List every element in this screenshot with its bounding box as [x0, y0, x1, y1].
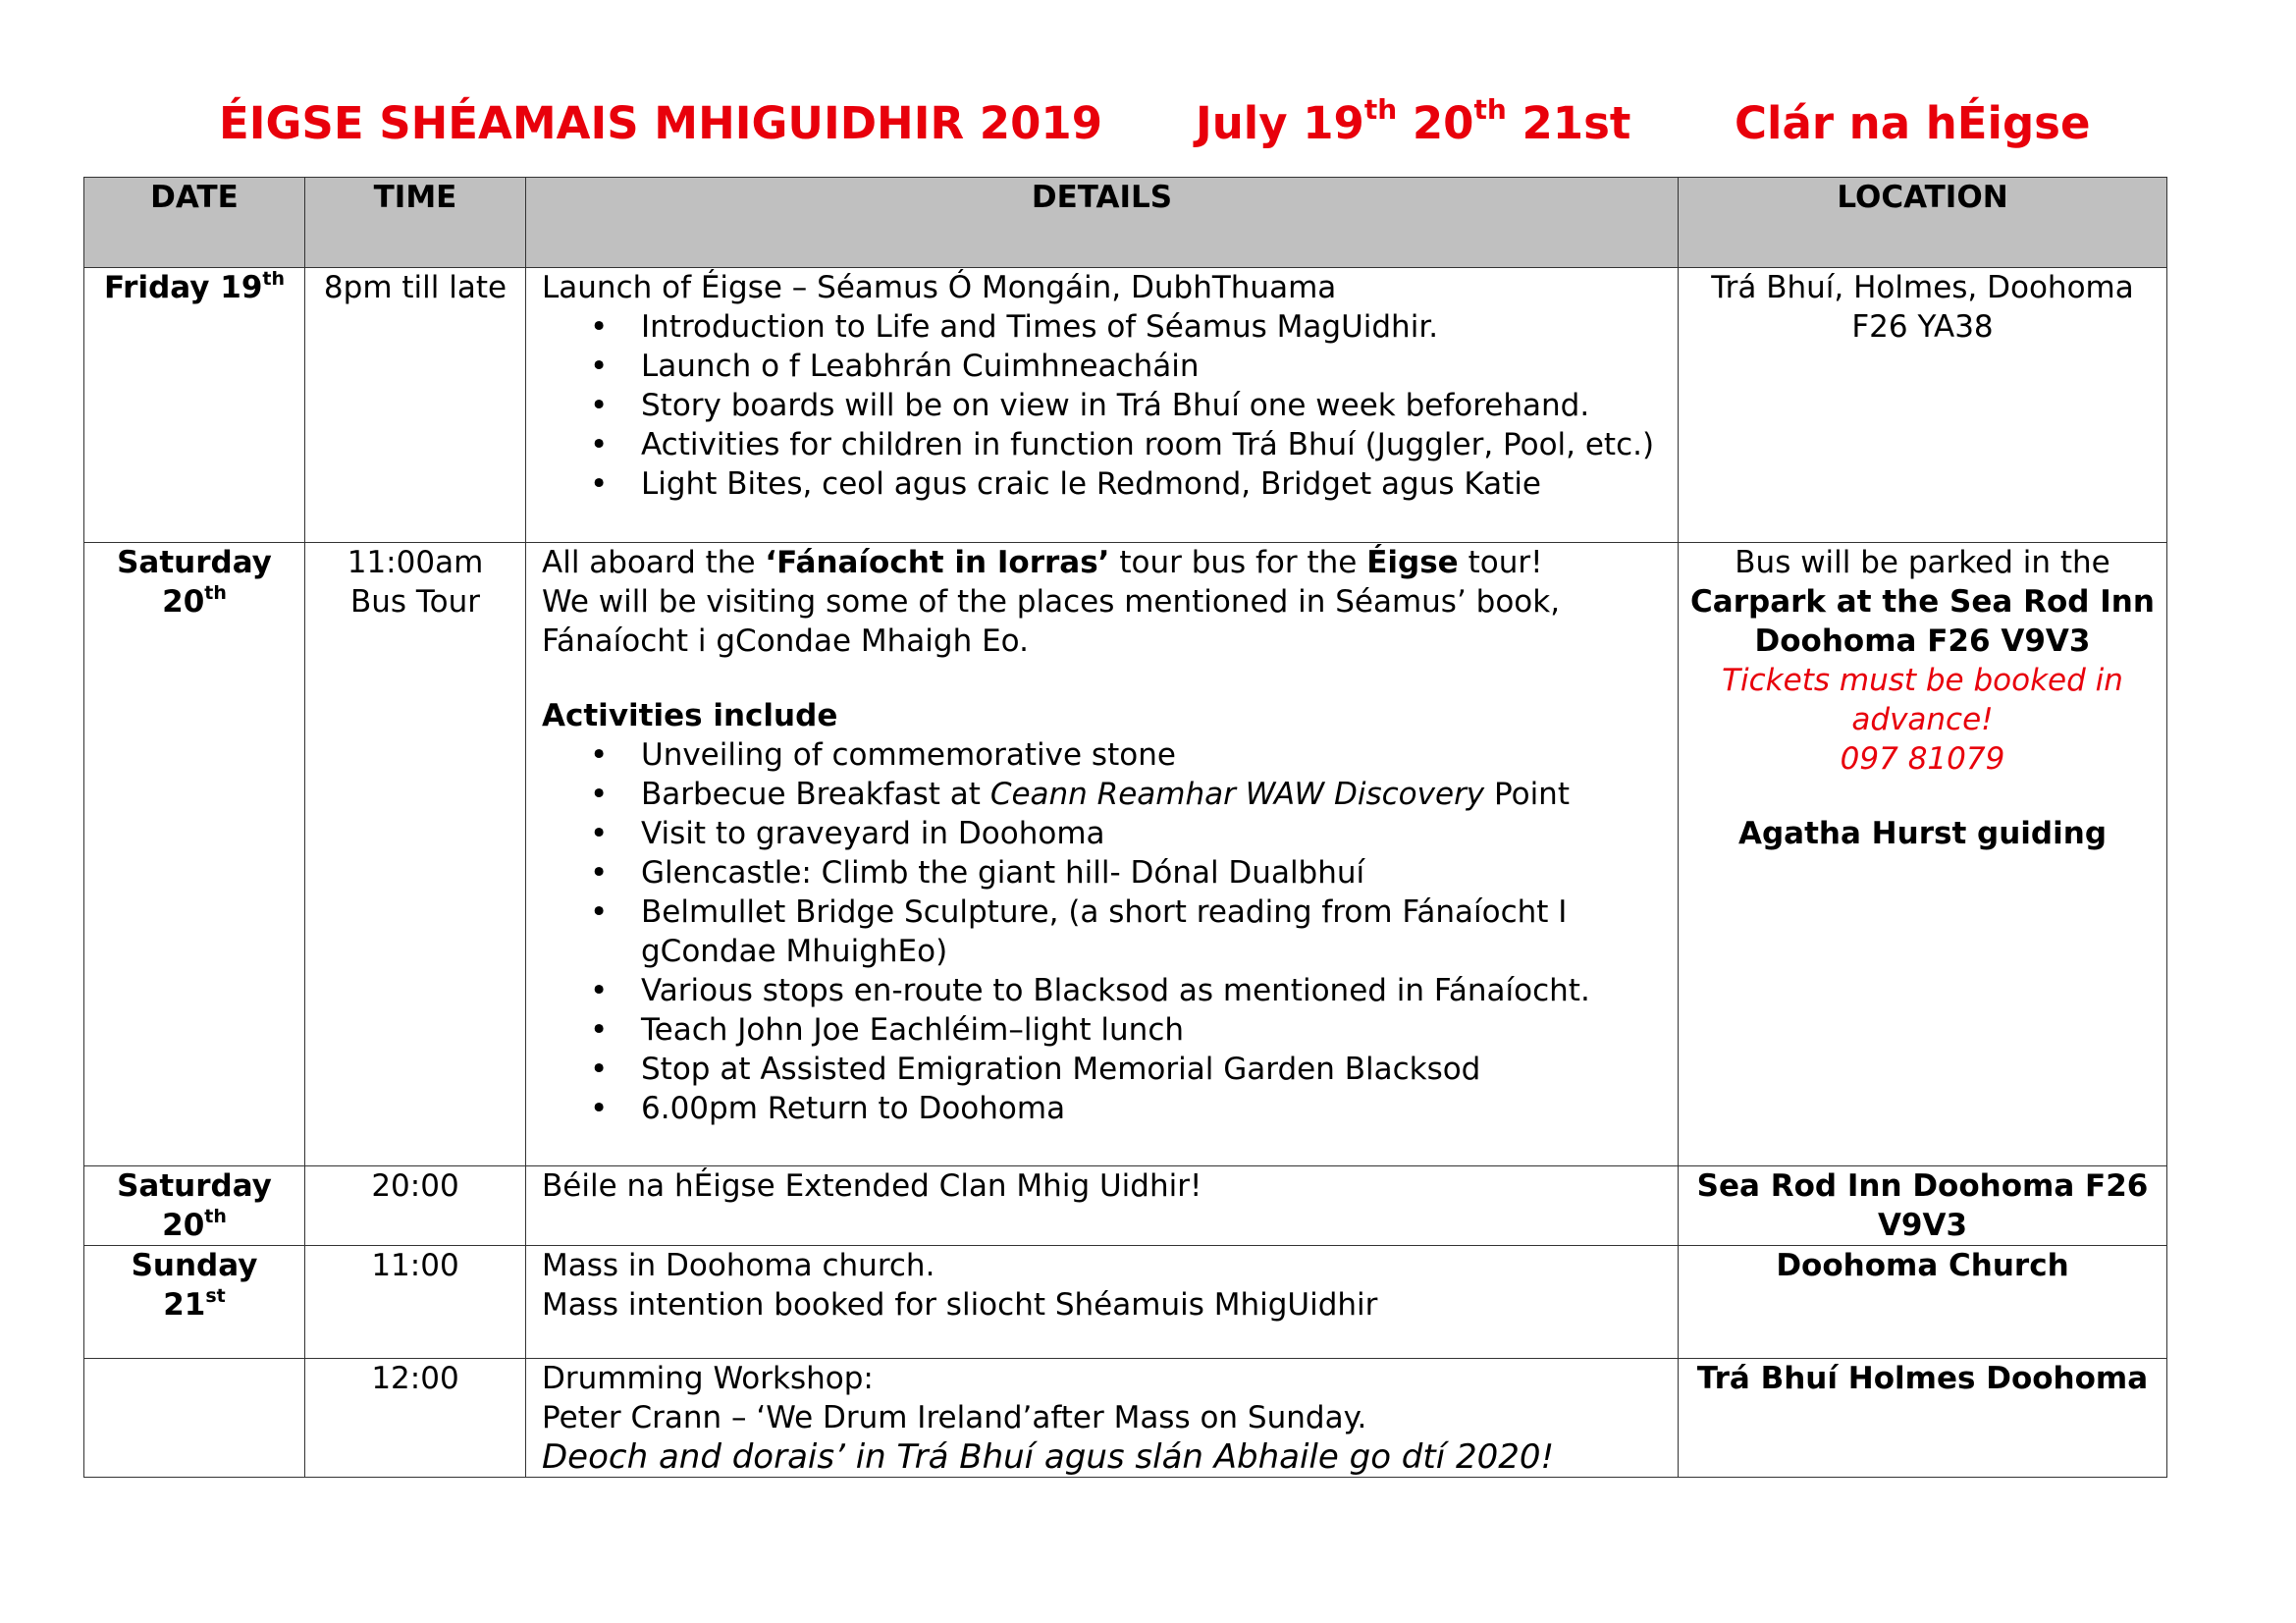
row-time: 20:00 [305, 1166, 526, 1246]
list-item: • Unveiling of commemorative stone [641, 735, 1668, 775]
list-item: • Various stops en-route to Blacksod as mentioned in Fánaíocht. [641, 971, 1668, 1010]
header-date: DATE [84, 178, 305, 268]
date-day: Saturday [117, 545, 272, 580]
row-date [84, 1246, 305, 1359]
row-time: 12:00 [305, 1359, 526, 1478]
details-list [542, 735, 1668, 1128]
table-header-row [84, 178, 2167, 268]
list-item: • Stop at Assisted Emigration Memorial Garden Blacksod [641, 1050, 1668, 1089]
row-details: Béile na hÉigse Extended Clan Mhig Uidhir! [526, 1166, 1679, 1246]
date-third: 21st [1522, 97, 1631, 149]
row-date [84, 543, 305, 1166]
details-intro: Launch of Éigse – Séamus Ó Mongáin, DubhThuama [542, 270, 1337, 305]
row-date [84, 1166, 305, 1246]
location-line: Bus will be parked in the [1735, 545, 2110, 580]
details-line: Mass intention booked for sliocht Shéamuis MhigUidhir [542, 1287, 1378, 1323]
event-title: ÉIGSE SHÉAMAIS MHIGUIDHIR 2019 [219, 97, 1103, 149]
date-day: Sunday [131, 1248, 258, 1283]
list-item: • 6.00pm Return to Doohoma [641, 1089, 1668, 1128]
row-time: 8pm till late [305, 268, 526, 543]
date-first-suffix: th [1363, 93, 1398, 126]
row-date [84, 268, 305, 543]
list-item: • Launch o f Leabhrán Cuimhneacháin [641, 347, 1668, 386]
location-eircode: F26 YA38 [1851, 309, 1994, 345]
details-line: Mass in Doohoma church. [542, 1248, 935, 1283]
date-suffix: st [205, 1285, 226, 1307]
list-item: • Barbecue Breakfast at Ceann Reamhar WAW Discovery Point [641, 775, 1668, 814]
date-second-suffix: th [1473, 93, 1507, 126]
table-row [84, 1166, 2167, 1246]
activities-heading: Activities include [542, 698, 838, 733]
date-first: July 19 [1196, 97, 1364, 149]
row-location: Sea Rod Inn Doohoma F26 V9V3 [1679, 1166, 2167, 1246]
schedule-table [83, 177, 2167, 1478]
list-item: • Activities for children in function room Trá Bhuí (Juggler, Pool, etc.) [641, 425, 1668, 464]
details-intro: All aboard the ‘Fánaíocht in Iorras’ tour bus for the Éigse tour! [542, 545, 1543, 580]
page-title [0, 94, 2296, 153]
list-item: • Glencastle: Climb the giant hill- Dónal Dualbhuí [641, 853, 1668, 893]
location-venue: Carpark at the Sea Rod Inn Doohoma F26 V9V3 [1690, 584, 2155, 659]
date-second: 20 [1412, 97, 1474, 149]
list-item: • Visit to graveyard in Doohoma [641, 814, 1668, 853]
table-row [84, 1359, 2167, 1478]
row-details [526, 543, 1679, 1166]
date-suffix: th [262, 268, 285, 290]
location-line: Trá Bhuí, Holmes, Doohoma [1711, 270, 2134, 305]
programme-title: Clár na hÉigse [1735, 97, 2091, 149]
table-row [84, 1246, 2167, 1359]
date-suffix: th [204, 1206, 227, 1227]
time-label: Bus Tour [350, 584, 480, 620]
header-time: TIME [305, 178, 526, 268]
event-dates [1196, 94, 1630, 153]
row-date [84, 1359, 305, 1478]
date-number: 20 [162, 584, 205, 620]
row-location [1679, 268, 2167, 543]
details-line: Drumming Workshop: [542, 1361, 874, 1396]
list-item: • Story boards will be on view in Trá Bhuí one week beforehand. [641, 386, 1668, 425]
details-list [542, 307, 1668, 504]
tickets-notice: Tickets must be booked in advance! [1722, 663, 2123, 737]
row-details [526, 1359, 1679, 1478]
row-location: Doohoma Church [1679, 1246, 2167, 1359]
table-row [84, 268, 2167, 543]
header-location: LOCATION [1679, 178, 2167, 268]
list-item: • Introduction to Life and Times of Séamus MagUidhir. [641, 307, 1668, 347]
table-row [84, 543, 2167, 1166]
details-line: Peter Crann – ‘We Drum Ireland’after Mass on Sunday. [542, 1400, 1367, 1435]
date-text: Friday 19 [103, 270, 263, 305]
list-item: • Belmullet Bridge Sculpture, (a short reading from Fánaíocht I gCondae MhuighEo) [641, 893, 1668, 971]
details-paragraph: We will be visiting some of the places mentioned in Séamus’ book, Fánaíocht i gCondae Mhaigh Eo. [542, 584, 1561, 659]
date-day: Saturday [117, 1168, 272, 1204]
date-number: 20 [162, 1208, 205, 1243]
farewell-line: Deoch and dorais’ in Trá Bhuí agus slán Abhaile go dtí 2020! [542, 1437, 1555, 1477]
date-suffix: th [204, 582, 227, 604]
list-item: • Light Bites, ceol agus craic le Redmond, Bridget agus Katie [641, 464, 1668, 504]
guide-name: Agatha Hurst guiding [1737, 816, 2108, 851]
header-details: DETAILS [526, 178, 1679, 268]
row-details [526, 268, 1679, 543]
date-number: 21 [163, 1287, 206, 1323]
list-item: • Teach John Joe Eachléim–light lunch [641, 1010, 1668, 1050]
row-location [1679, 543, 2167, 1166]
row-time: 11:00 [305, 1246, 526, 1359]
row-time [305, 543, 526, 1166]
time-value: 11:00am [347, 545, 484, 580]
row-location: Trá Bhuí Holmes Doohoma [1679, 1359, 2167, 1478]
row-details [526, 1246, 1679, 1359]
phone-number: 097 81079 [1840, 741, 2005, 777]
